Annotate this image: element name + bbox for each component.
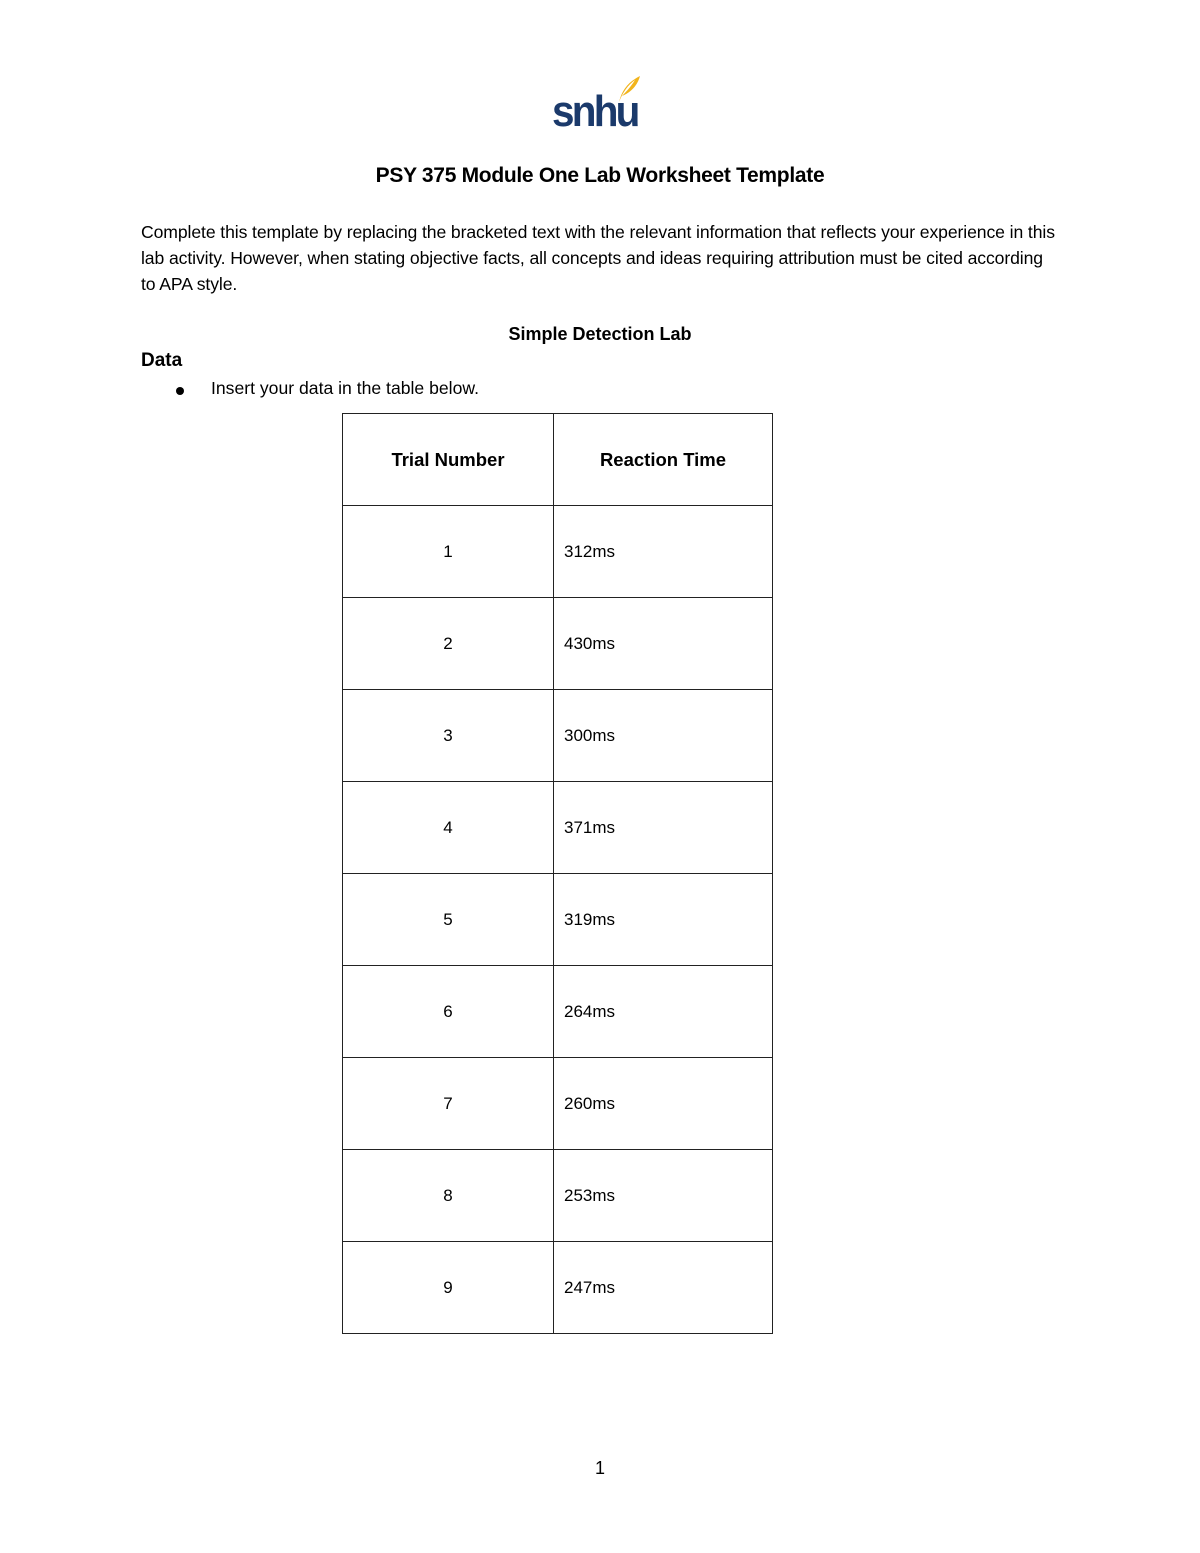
cell-trial-number[interactable]: 8	[343, 1150, 554, 1242]
header-reaction-time: Reaction Time	[554, 414, 773, 506]
cell-reaction-time[interactable]: 371ms	[554, 782, 773, 874]
data-table	[342, 413, 773, 1334]
table-row	[343, 690, 773, 782]
document-title: PSY 375 Module One Lab Worksheet Template	[375, 164, 825, 187]
cell-reaction-time[interactable]: 300ms	[554, 690, 773, 782]
intro-paragraph: Complete this template by replacing the bracketed text with the relevant information that reflects your experience in this lab activity. However, when stating objective facts, all concepts and ideas requiring attribution must be cited according to APA style.	[141, 222, 1055, 294]
header-trial-number: Trial Number	[343, 414, 554, 506]
table-row	[343, 506, 773, 598]
table-row	[343, 966, 773, 1058]
table-row	[343, 598, 773, 690]
cell-reaction-time[interactable]: 260ms	[554, 1058, 773, 1150]
cell-reaction-time[interactable]: 319ms	[554, 874, 773, 966]
table-row	[343, 782, 773, 874]
cell-trial-number[interactable]: 5	[343, 874, 554, 966]
cell-trial-number[interactable]: 2	[343, 598, 554, 690]
table-row	[343, 1150, 773, 1242]
cell-trial-number[interactable]: 7	[343, 1058, 554, 1150]
table-row	[343, 1242, 773, 1334]
cell-reaction-time[interactable]: 264ms	[554, 966, 773, 1058]
table-row	[343, 874, 773, 966]
cell-trial-number[interactable]: 4	[343, 782, 554, 874]
cell-reaction-time[interactable]: 430ms	[554, 598, 773, 690]
cell-reaction-time[interactable]: 312ms	[554, 506, 773, 598]
section-heading-data: Data	[141, 350, 183, 371]
cell-reaction-time[interactable]: 247ms	[554, 1242, 773, 1334]
snhu-logo	[552, 74, 642, 138]
cell-reaction-time[interactable]: 253ms	[554, 1150, 773, 1242]
cell-trial-number[interactable]: 9	[343, 1242, 554, 1334]
table-body	[343, 506, 773, 1334]
page-number: 1	[594, 1458, 605, 1478]
logo-text: snhu	[552, 87, 638, 136]
bullet-text: Insert your data in the table below.	[211, 378, 479, 398]
table-row	[343, 1058, 773, 1150]
cell-trial-number[interactable]: 3	[343, 690, 554, 782]
cell-trial-number[interactable]: 6	[343, 966, 554, 1058]
lab-title: Simple Detection Lab	[508, 324, 692, 344]
cell-trial-number[interactable]: 1	[343, 506, 554, 598]
bullet-icon	[176, 387, 184, 395]
table-header-row	[343, 414, 773, 506]
